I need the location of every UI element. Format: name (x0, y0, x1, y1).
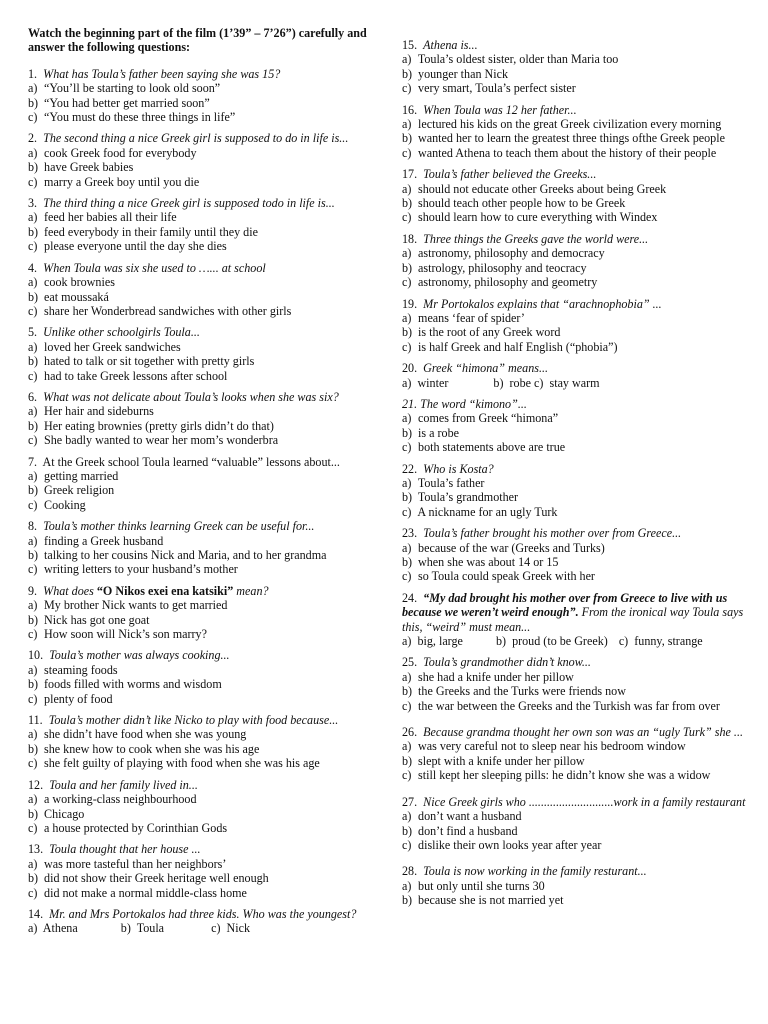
option: a) Toula’s oldest sister, older than Maria too (402, 52, 619, 67)
question-number: 21. (402, 396, 418, 411)
option: a) astronomy, philosophy and democracy (402, 246, 605, 261)
option: a) lectured his kids on the great Greek civilization every morning (402, 117, 722, 132)
option: b) when she was about 14 or 15 (402, 555, 559, 569)
option: a) because of the war (Greeks and Turks) (402, 540, 605, 555)
option: c) astronomy, philosophy and geometry (402, 275, 598, 290)
option: a) loved her Greek sandwiches (28, 339, 181, 354)
question-text: Nice Greek girls who ............................work in a family restaurant (423, 794, 746, 809)
question-20 (402, 361, 748, 390)
option: a) means ‘fear of spider’ (402, 310, 525, 325)
question-23 (402, 526, 748, 584)
option: c) stay warm (534, 375, 600, 390)
option: c) writing letters to your husband’s mother (28, 562, 238, 577)
option: c) so Toula could speak Greek with her (402, 569, 595, 584)
option: c) Nick (211, 921, 251, 936)
option: c) still kept her sleeping pills: he didn’t know she was a widow (402, 768, 711, 783)
option: b) talking to her cousins Nick and Maria, and to her grandma (28, 548, 327, 562)
option: a) cook brownies (28, 275, 115, 290)
worksheet-heading: Watch the beginning part of the film (1’39” – 7’26”) carefully and answer the following questions: (28, 26, 367, 55)
question-number: 27. (402, 794, 418, 809)
left-column (28, 26, 378, 943)
option: c) A nickname for an ugly Turk (402, 504, 558, 519)
option: b) “You had better get married soon” (28, 95, 210, 110)
question-text: The word “kimono”... (420, 396, 527, 411)
question-number: 6. (28, 389, 38, 404)
option: a) was very careful not to sleep near his bedroom window (402, 739, 686, 754)
option: c) funny, strange (618, 634, 703, 649)
question-number: 12. (28, 777, 44, 792)
question-number: 20. (402, 361, 418, 376)
question-13 (28, 842, 378, 900)
question-1 (28, 67, 378, 125)
option: b) wanted her to learn the greatest three things ofthe Greek people (402, 131, 725, 146)
question-text: Athena is... (423, 38, 478, 52)
question-number: 14. (28, 906, 44, 921)
option: a) steaming foods (28, 662, 118, 677)
question-text: The third thing a nice Greek girl is supposed todo in life is... (43, 196, 335, 211)
option: a) big, large (402, 634, 463, 649)
question-number: 15. (402, 38, 418, 52)
option: b) feed everybody in their family until they die (28, 224, 258, 239)
option: a) she didn’t have food when she was young (28, 727, 247, 742)
option: a) don’t want a husband (402, 809, 522, 824)
inline-options (402, 634, 748, 648)
option: c) both statements above are true (402, 440, 566, 455)
inline-options (28, 921, 378, 935)
question-text: At the Greek school Toula learned “valuable” lessons about... (42, 454, 340, 469)
question-5 (28, 325, 378, 383)
option: b) did not show their Greek heritage well enough (28, 871, 269, 886)
question-18 (402, 232, 748, 290)
option: b) should teach other people how to be Greek (402, 196, 626, 211)
question-number: 28. (402, 864, 418, 879)
option: c) marry a Greek boy until you die (28, 174, 200, 189)
question-6 (28, 390, 378, 448)
question-number: 11. (28, 713, 43, 728)
option: a) My brother Nick wants to get married (28, 598, 228, 613)
option: b) have Greek babies (28, 160, 134, 175)
question-14 (28, 907, 378, 936)
option: b) Toula (120, 921, 165, 936)
option: b) proud (to be Greek) (495, 634, 608, 649)
question-text: Mr Portokalos explains that “arachnophobia” ... (423, 296, 662, 311)
question-text: Greek “himona” means... (423, 361, 549, 376)
option: a) comes from Greek “himona” (402, 411, 559, 426)
option: c) the war between the Greeks and the Turkish was far from over (402, 698, 720, 713)
question-number: 24. (402, 590, 418, 605)
option: b) Her eating brownies (pretty girls didn’t do that) (28, 418, 274, 433)
question-text: Toula’s mother didn’t like Nicko to play with food because... (48, 713, 339, 728)
question-number: 9. (28, 583, 38, 598)
option: c) should learn how to cure everything with Windex (402, 210, 658, 225)
option: b) robe (493, 375, 532, 390)
question-number: 25. (402, 655, 418, 670)
option: c) She badly wanted to wear her mom’s wonderbra (28, 433, 279, 448)
option: c) a house protected by Corinthian Gods (28, 820, 228, 835)
question-28 (402, 864, 748, 907)
inline-options (402, 376, 748, 390)
question-11 (28, 713, 378, 771)
option: c) please everyone until the day she dies (28, 239, 227, 254)
option: c) How soon will Nick’s son marry? (28, 627, 207, 642)
question-text: The second thing a nice Greek girl is supposed to do in life is... (43, 131, 349, 146)
question-number: 10. (28, 648, 44, 663)
option: c) is half Greek and half English (“phobia”) (402, 339, 618, 354)
question-text: Who is Kosta? (423, 461, 494, 476)
question-17 (402, 167, 748, 225)
option: a) she had a knife under her pillow (402, 669, 574, 684)
question-text: Toula thought that her house ... (49, 842, 201, 857)
question-number: 26. (402, 725, 418, 740)
option: b) Chicago (28, 806, 85, 821)
question-24: 24. “My dad brought his mother over from Greece to live with us because we weren’t weird enough”. From the ironical way Toula says this, “weird” must mean... a) big, large b) proud (to be Greek) c) funny, strange (402, 591, 748, 649)
question-2 (28, 131, 378, 189)
question-7 (28, 455, 378, 513)
option: c) wanted Athena to teach them about the history of their people (402, 145, 717, 160)
option: a) “You’ll be starting to look old soon” (28, 81, 221, 96)
question-19 (402, 297, 748, 355)
question-text: What was not delicate about Toula’s looks when she was six? (43, 389, 339, 404)
question-27 (402, 795, 748, 853)
question-text: Toula’s father brought his mother over from Greece... (423, 526, 682, 541)
question-text: Toula’s grandmother didn’t know... (423, 655, 591, 670)
option: c) dislike their own looks year after year (402, 837, 602, 852)
option: c) “You must do these three things in life” (28, 110, 236, 125)
question-number: 18. (402, 231, 418, 246)
question-text: Toula and her family lived in... (49, 777, 198, 792)
question-25 (402, 655, 748, 713)
option: a) but only until she turns 30 (402, 878, 545, 893)
option: a) finding a Greek husband (28, 533, 164, 548)
option: a) was more tasteful than her neighbors’ (28, 856, 227, 871)
question-text: Mr. and Mrs Portokalos had three kids. Who was the youngest? (49, 906, 357, 921)
option: b) Nick has got one goat (28, 612, 150, 627)
option: b) is a robe (402, 425, 460, 440)
question-number: 3. (28, 196, 38, 211)
question-3 (28, 196, 378, 254)
question-9: 9. What does “O Nikos exei ena katsiki” mean? a) My brother Nick wants to get married b) Nick has got one goat c) How soon will Nick’s son marry? (28, 584, 378, 642)
question-number: 13. (28, 842, 44, 857)
option: c) had to take Greek lessons after school (28, 368, 228, 383)
question-text: What has Toula’s father been saying she was 15? (43, 66, 281, 81)
option: b) because she is not married yet (402, 893, 564, 908)
question-text: Toula’s father believed the Greeks... (423, 167, 597, 182)
right-column (402, 38, 748, 915)
question-text: Toula’s mother was always cooking... (49, 648, 230, 663)
option: a) feed her babies all their life (28, 210, 177, 225)
question-text: Unlike other schoolgirls Toula... (43, 325, 200, 340)
question-text: Three things the Greeks gave the world were... (423, 231, 649, 246)
question-number: 8. (28, 519, 38, 534)
option: a) Toula’s father (402, 475, 485, 490)
question-text: When Toula was six she used to …... at school (43, 260, 266, 275)
option: b) the Greeks and the Turks were friends now (402, 684, 626, 699)
question-26 (402, 725, 748, 783)
question-text: Toula’s mother thinks learning Greek can be useful for... (43, 519, 315, 534)
question-10 (28, 648, 378, 706)
question-12 (28, 778, 378, 836)
question-number: 17. (402, 167, 418, 182)
option: b) Greek religion (28, 483, 115, 498)
question-text: Because grandma thought her own son was an “ugly Turk” she ... (423, 725, 743, 740)
question-22 (402, 462, 748, 520)
question-21 (402, 397, 748, 455)
option: a) winter (402, 375, 449, 390)
option: b) don’t find a husband (402, 823, 518, 838)
option: c) she felt guilty of playing with food when she was his age (28, 756, 320, 771)
question-number: 1. (28, 66, 38, 81)
option: b) younger than Nick (402, 66, 509, 81)
question-number: 2. (28, 131, 38, 146)
question-number: 23. (402, 526, 418, 541)
option: c) very smart, Toula’s perfect sister (402, 81, 576, 96)
option: b) slept with a knife under her pillow (402, 753, 585, 768)
option: a) Athena (28, 921, 78, 936)
question-8 (28, 519, 378, 577)
option: a) a working-class neighbourhood (28, 792, 197, 807)
option: b) foods filled with worms and wisdom (28, 677, 222, 692)
option: a) getting married (28, 468, 119, 483)
question-number: 4. (28, 260, 38, 275)
option: b) she knew how to cook when she was his age (28, 741, 260, 756)
question-number: 16. (402, 102, 418, 117)
question-number: 5. (28, 325, 38, 340)
option: c) did not make a normal middle-class home (28, 885, 247, 900)
question-4 (28, 261, 378, 319)
question-number: 22. (402, 461, 418, 476)
question-text: Toula is now working in the family resturant... (423, 864, 647, 879)
option: b) astrology, philosophy and teocracy (402, 260, 587, 275)
option: b) hated to talk or sit together with pretty girls (28, 354, 255, 369)
option: c) share her Wonderbread sandwiches with other girls (28, 303, 292, 318)
option: c) Cooking (28, 497, 86, 512)
option: a) cook Greek food for everybody (28, 145, 197, 160)
option: c) plenty of food (28, 691, 113, 706)
question-15 (402, 38, 748, 96)
question-16 (402, 103, 748, 161)
question-number: 7. (28, 454, 38, 469)
option: a) Her hair and sideburns (28, 404, 154, 419)
question-text: When Toula was 12 her father... (423, 102, 577, 117)
option: b) Toula’s grandmother (402, 490, 519, 505)
option: a) should not educate other Greeks about being Greek (402, 181, 667, 196)
option: b) is the root of any Greek word (402, 325, 561, 340)
option: b) eat moussaká (28, 289, 109, 304)
question-number: 19. (402, 296, 418, 311)
